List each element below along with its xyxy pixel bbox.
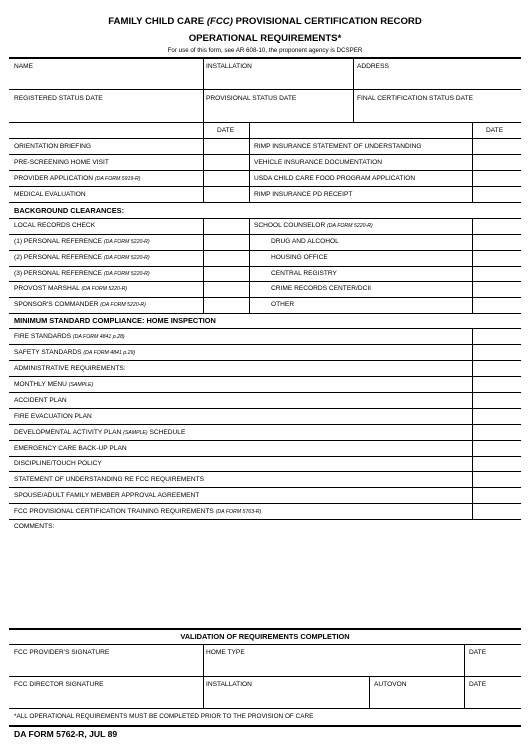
form-reference: (DA FORM 4841 p.28)	[72, 334, 125, 340]
divider	[9, 408, 521, 409]
divider	[9, 424, 521, 425]
footnote: *ALL OPERATIONAL REQUIREMENTS MUST BE COMPLETED PRIOR TO THE PROVISION OF CARE	[14, 713, 314, 720]
top-border	[9, 57, 521, 59]
comments-field[interactable]: COMMENTS:	[14, 523, 55, 530]
provisional-status-date-field[interactable]: PROVISIONAL STATUS DATE	[206, 95, 297, 102]
validation-installation-field[interactable]: INSTALLATION	[206, 681, 252, 688]
divider	[9, 122, 521, 123]
divider	[9, 297, 521, 298]
clearance-item: CENTRAL REGISTRY	[271, 270, 337, 277]
title-part2: PROVISIONAL CERTIFICATION RECORD	[232, 16, 422, 27]
background-clearances-heading: BACKGROUND CLEARANCES:	[14, 206, 125, 215]
requirement-row: ADMINISTRATIVE REQUIREMENTS:	[14, 365, 126, 372]
installation-field[interactable]: INSTALLATION	[206, 63, 252, 70]
clearance-item: SCHOOL COUNSELOR (DA FORM 5220-R)	[254, 222, 373, 229]
divider	[249, 122, 250, 202]
divider	[9, 281, 521, 282]
provider-signature-field[interactable]: FCC PROVIDER'S SIGNATURE	[14, 649, 110, 656]
form-reference: (DA FORM 5763-R)	[215, 509, 262, 515]
home-type-field[interactable]: HOME TYPE	[206, 649, 245, 656]
divider	[9, 234, 521, 235]
requirement-row: EMERGENCY CARE BACK-UP PLAN	[14, 445, 127, 452]
divider	[9, 154, 521, 155]
divider	[353, 58, 354, 122]
form-number: DA FORM 5762-R, JUL 89	[14, 729, 118, 739]
divider	[9, 250, 521, 251]
divider	[9, 344, 521, 345]
form-reference: (DA FORM 5220-R)	[103, 239, 150, 245]
final-certification-status-date-field[interactable]: FINAL CERTIFICATION STATUS DATE	[357, 95, 474, 102]
form-reference: (DA FORM 5220-R)	[100, 302, 146, 308]
divider	[9, 266, 521, 267]
divider	[472, 122, 473, 202]
clearance-item: (2) PERSONAL REFERENCE (DA FORM 5220-R)	[14, 254, 150, 261]
form-title	[0, 16, 530, 27]
requirement-row: STATEMENT OF UNDERSTANDING RE FCC REQUIREMENTS	[14, 476, 205, 483]
requirement-row: SAFETY STANDARDS (DA FORM 4841 p.29)	[14, 349, 136, 356]
title-italic: (FCC)	[206, 16, 233, 27]
form-reference: (DA FORM 5220-R)	[103, 271, 150, 277]
form-reference: (SAMPLE)	[123, 430, 148, 436]
divider	[9, 360, 521, 361]
form-reference: (SAMPLE)	[68, 382, 94, 388]
validation-top-border	[9, 628, 521, 630]
divider	[9, 138, 521, 139]
divider	[9, 471, 521, 472]
clearance-item: HOUSING OFFICE	[271, 254, 328, 261]
requirement-row: DEVELOPMENTAL ACTIVITY PLAN (SAMPLE) SCHEDULE	[14, 429, 186, 436]
date-header-left: DATE	[217, 127, 235, 134]
divider	[9, 170, 521, 171]
director-signature-field[interactable]: FCC DIRECTOR SIGNATURE	[14, 681, 104, 688]
requirement-row: ACCIDENT PLAN	[14, 397, 67, 404]
requirement-row: FIRE STANDARDS (DA FORM 4841 p.28)	[14, 333, 125, 340]
divider	[9, 186, 521, 187]
address-field[interactable]: ADDRESS	[357, 63, 389, 70]
divider	[203, 122, 204, 202]
divider	[9, 313, 521, 314]
divider	[9, 676, 521, 677]
checklist-item: RIMP INSURANCE PD RECEIPT	[254, 191, 353, 198]
divider	[9, 328, 521, 329]
requirement-row: SPOUSE/ADULT FAMILY MEMBER APPROVAL AGREEMENT	[14, 492, 200, 499]
form-reference: (DA FORM 5220-R)	[103, 255, 150, 261]
checklist-item: PROVIDER APPLICATION (DA FORM 5919-R)	[14, 175, 141, 182]
divider	[9, 519, 521, 520]
autovon-field[interactable]: AUTOVON	[374, 681, 407, 688]
divider	[9, 487, 521, 488]
divider	[9, 376, 521, 377]
divider	[203, 58, 204, 122]
form-reference: (DA FORM 4841 p.29)	[83, 350, 136, 356]
proponent-note: For use of this form, see AR 608-10, the proponent agency is DCSPER	[167, 47, 363, 54]
provider-date-field[interactable]: DATE	[469, 649, 487, 656]
divider	[9, 503, 521, 504]
clearance-item: SPONSOR'S COMMANDER (DA FORM 5220-R)	[14, 301, 146, 308]
clearance-item: (1) PERSONAL REFERENCE (DA FORM 5220-R)	[14, 238, 150, 245]
clearance-item: DRUG AND ALCOHOL	[271, 238, 339, 245]
divider	[9, 644, 521, 645]
divider	[9, 89, 521, 90]
bottom-border	[9, 725, 521, 727]
form-reference: (DA FORM 5220-R)	[81, 286, 128, 292]
clearance-item: (3) PERSONAL REFERENCE (DA FORM 5220-R)	[14, 270, 150, 277]
divider	[9, 202, 521, 203]
registered-status-date-field[interactable]: REGISTERED STATUS DATE	[14, 95, 103, 102]
form-reference: (DA FORM 5220-R)	[327, 223, 373, 229]
checklist-item: PRE-SCREENING HOME VISIT	[14, 159, 109, 166]
divider	[9, 708, 521, 709]
divider	[9, 392, 521, 393]
form-subtitle: OPERATIONAL REQUIREMENTS*	[188, 33, 342, 44]
divider	[369, 676, 370, 708]
divider	[9, 440, 521, 441]
clearance-item: OTHER	[271, 301, 295, 308]
requirement-row: FCC PROVISIONAL CERTIFICATION TRAINING REQUIREMENTS (DA FORM 5763-R)	[14, 508, 262, 515]
checklist-item: ORIENTATION BRIEFING	[14, 143, 92, 150]
name-field[interactable]: NAME	[14, 63, 34, 70]
requirement-row: DISCIPLINE/TOUCH POLICY	[14, 460, 102, 467]
requirement-row: FIRE EVACUATION PLAN	[14, 413, 92, 420]
checklist-item: VEHICLE INSURANCE DOCUMENTATION	[254, 159, 382, 166]
divider	[9, 456, 521, 457]
date-header-right: DATE	[486, 127, 504, 134]
checklist-item: USDA CHILD CARE FOOD PROGRAM APPLICATION	[254, 175, 416, 182]
requirement-row: MONTHLY MENU (SAMPLE)	[14, 381, 94, 388]
minimum-standard-heading: MINIMUM STANDARD COMPLIANCE: HOME INSPECTION	[14, 316, 216, 325]
form-reference: (DA FORM 5919-R)	[94, 176, 141, 182]
title-part1: FAMILY CHILD CARE	[108, 16, 207, 27]
validation-heading: VALIDATION OF REQUIREMENTS COMPLETION	[180, 632, 350, 641]
director-date-field[interactable]: DATE	[469, 681, 487, 688]
clearance-item: PROVOST MARSHAL (DA FORM 5220-R)	[14, 285, 128, 292]
divider	[9, 218, 521, 219]
checklist-item: RIMP INSURANCE STATEMENT OF UNDERSTANDING	[254, 143, 422, 150]
clearance-item: CRIME RECORDS CENTER/DCII	[271, 285, 372, 292]
clearance-item: LOCAL RECORDS CHECK	[14, 222, 96, 229]
checklist-item: MEDICAL EVALUATION	[14, 191, 86, 198]
